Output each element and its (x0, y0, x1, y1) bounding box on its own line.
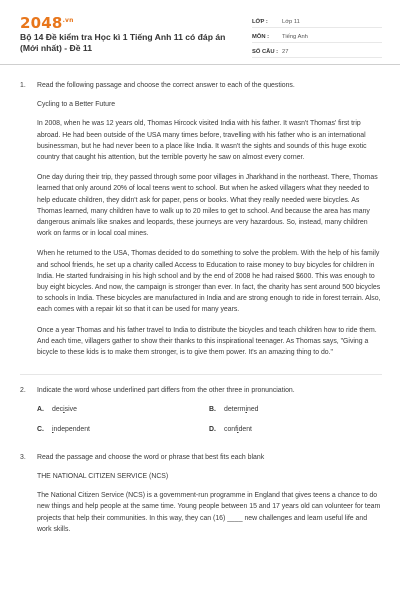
question-prompt: Indicate the word whose underlined part differs from the other three in pronunciation. (37, 387, 295, 395)
questions-content (20, 80, 382, 551)
option-a[interactable] (37, 404, 209, 415)
option-c[interactable] (37, 424, 209, 435)
passage-paragraph: In 2008, when he was 12 years old, Thomas Hircock visited India with his father. It wasn't Thomas' first trip abroad. He had been outside of the USA many times before, travelling with his father who is an international businessman, but he had never been to a place like India. It wasn't the sights and sounds of this huge exotic country that caught his attention, but the terrible poverty he saw on almost every corner. (37, 120, 367, 162)
passage-paragraph: When he returned to the USA, Thomas decided to do something to solve the problem. With the help of his family and school friends, he set up a charity called Access to Education to raise money to buy bicycles for children in India. He started fundraising in his high school and by the end of 2008 he had raised $600. This was enough to buy eight bicycles. And now, the campaign is stronger than ever. In fact, the charity has sent around 500 bicycles to schools in India. These bicycles are manufactured in India and are strong enough to ride in forest terrain. Also, each comes with a repair kit so that it can be used for many years. (37, 250, 381, 314)
meta-value: 27 (282, 48, 289, 55)
passage-paragraph: Once a year Thomas and his father travel to India to distribute the bicycles and teach children how to ride them. And each time, villagers gather to show their thanks to this inspirational teenager. As Thomas says, "Giving a bicycle to these kids is to make them stronger, is to give them power. It's an amazing thing to do." (37, 326, 377, 357)
question-1 (20, 80, 382, 367)
meta-info-box (252, 16, 382, 61)
question-3 (20, 452, 382, 544)
answer-options (37, 404, 382, 434)
option-letter: B. (209, 406, 216, 414)
question-prompt: Read the passage and choose the word or phrase that best fits each blank (37, 453, 265, 461)
page-header (0, 0, 400, 63)
meta-label: MÔN : (252, 33, 270, 40)
option-word: confident (224, 425, 252, 433)
meta-row-class (252, 16, 382, 28)
header-divider (0, 64, 400, 65)
option-word: determined (224, 406, 259, 414)
option-letter: D. (209, 425, 216, 433)
option-word: independent (52, 425, 90, 433)
document-title: Bộ 14 Đề kiểm tra Học kì 1 Tiếng Anh 11 có đáp án (Mới nhất) - Đề 11 (20, 32, 226, 53)
option-b[interactable] (209, 404, 381, 415)
site-logo[interactable] (20, 14, 74, 32)
passage-title: THE NATIONAL CITIZEN SERVICE (NCS) (37, 473, 169, 481)
question-number: 1. (20, 82, 26, 89)
question-2 (20, 385, 382, 445)
question-body (37, 452, 382, 544)
option-word: decisive (52, 406, 77, 414)
meta-row-question-count (252, 46, 382, 58)
option-letter: C. (37, 425, 44, 433)
question-number: 2. (20, 387, 26, 395)
passage-paragraph: The National Citizen Service (NCS) is a government-run programme in England that gives teens a chance to do new things and help people at the same time. Young people between 15 and 17 years old can volunteer for team projects that help their communities. In this way, they can (16) ____ new challenges and learn useful life and work skills. (37, 492, 381, 533)
passage-paragraph: One day during their trip, they passed through some poor villages in Jharkhand in the northeast. There, Thomas learned that only around 20% of local teens went to school. But when he asked villagers what they needed to help educate children, they didn't ask for paper, pens or books. What they really needed were bicycles. As Thomas learned, many children have to walk up to 20 miles to get to school. And because the area has many dangerous animals like snakes and leopards, these journeys are very hazardous. So, instead, many children work on farms or in local coal mines. (37, 174, 378, 238)
question-prompt: Read the following passage and choose the correct answer to each of the questions. (37, 82, 295, 89)
option-letter: A. (37, 406, 44, 414)
meta-value: Tiếng Anh (282, 33, 308, 40)
question-divider (20, 374, 382, 375)
meta-row-subject (252, 31, 382, 43)
option-d[interactable] (209, 424, 381, 435)
logo-tld: .vn (62, 17, 74, 24)
question-number: 3. (20, 453, 26, 461)
question-body (37, 80, 382, 367)
question-body (37, 385, 382, 445)
passage-title: Cycling to a Better Future (37, 101, 116, 109)
meta-value: Lớp 11 (282, 18, 300, 25)
meta-label: LỚP : (252, 18, 268, 25)
meta-label: SỐ CÂU : (252, 48, 279, 55)
logo-text: 2048 (20, 14, 63, 32)
